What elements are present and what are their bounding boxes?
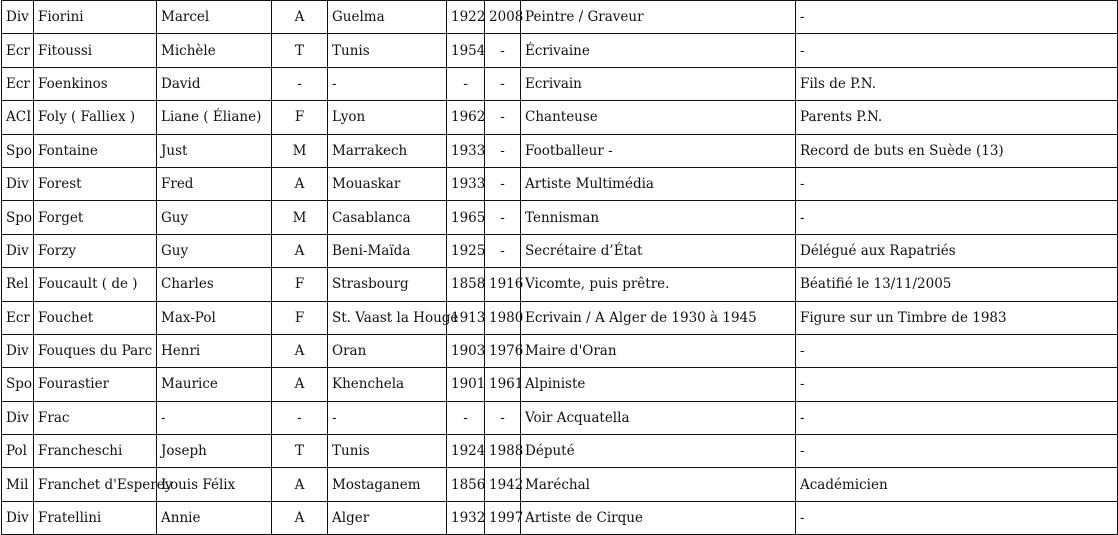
firstname-cell: David [157,67,272,100]
surname-cell: Forest [34,167,157,200]
birth-year-cell: 1858 [447,268,485,301]
note-cell: - [796,368,1118,401]
table-row [2,501,1118,534]
note-cell: - [796,201,1118,234]
surname-cell: Fratellini [34,501,157,534]
category-cell: Rel [2,268,34,301]
birthplace-cell: Lyon [328,101,447,134]
firstname-cell: Louis Félix [157,468,272,501]
category-cell: Div [2,401,34,434]
birthplace-cell: Khenchela [328,368,447,401]
birth-year-cell: 1965 [447,201,485,234]
firstname-cell: - [157,401,272,434]
surname-cell: Francheschi [34,435,157,468]
category-cell: Div [2,234,34,267]
table-row [2,134,1118,167]
firstname-cell: Just [157,134,272,167]
birth-year-cell: 1924 [447,435,485,468]
note-cell: Parents P.N. [796,101,1118,134]
birth-year-cell: 1925 [447,234,485,267]
occupation-cell: Maréchal [521,468,796,501]
occupation-cell: Ecrivain [521,67,796,100]
people-table [1,0,1118,535]
death-year-cell: 1916 [485,268,521,301]
death-year-cell: - [485,167,521,200]
occupation-cell: Footballeur - [521,134,796,167]
birth-year-cell: 1903 [447,334,485,367]
birth-year-cell: - [447,67,485,100]
occupation-cell: Chanteuse [521,101,796,134]
region-letter-cell: A [272,167,328,200]
birth-year-cell: 1933 [447,134,485,167]
occupation-cell: Député [521,435,796,468]
death-year-cell: 1997 [485,501,521,534]
region-letter-cell: T [272,34,328,67]
occupation-cell: Artiste de Cirque [521,501,796,534]
note-cell: Délégué aux Rapatriés [796,234,1118,267]
region-letter-cell: M [272,201,328,234]
table-row [2,334,1118,367]
note-cell: Record de buts en Suède (13) [796,134,1118,167]
death-year-cell: 2008 [485,1,521,34]
birthplace-cell: Alger [328,501,447,534]
category-cell: Div [2,501,34,534]
table-row [2,268,1118,301]
table-body [2,1,1118,535]
table-row [2,234,1118,267]
occupation-cell: Maire d'Oran [521,334,796,367]
death-year-cell: - [485,401,521,434]
birthplace-cell: - [328,67,447,100]
death-year-cell: 1942 [485,468,521,501]
note-cell: - [796,34,1118,67]
birthplace-cell: Beni-Maïda [328,234,447,267]
note-cell: - [796,334,1118,367]
birthplace-cell: - [328,401,447,434]
region-letter-cell: - [272,67,328,100]
category-cell: ACI [2,101,34,134]
surname-cell: Fitoussi [34,34,157,67]
table-row [2,401,1118,434]
surname-cell: Fourastier [34,368,157,401]
birthplace-cell: Guelma [328,1,447,34]
birthplace-cell: Casablanca [328,201,447,234]
category-cell: Div [2,1,34,34]
region-letter-cell: - [272,401,328,434]
surname-cell: Frac [34,401,157,434]
birthplace-cell: Tunis [328,435,447,468]
region-letter-cell: F [272,301,328,334]
birthplace-cell: Mostaganem [328,468,447,501]
death-year-cell: - [485,101,521,134]
death-year-cell: 1988 [485,435,521,468]
table-row [2,101,1118,134]
table-row [2,435,1118,468]
occupation-cell: Vicomte, puis prêtre. [521,268,796,301]
occupation-cell: Tennisman [521,201,796,234]
firstname-cell: Max-Pol [157,301,272,334]
region-letter-cell: A [272,334,328,367]
death-year-cell: - [485,234,521,267]
category-cell: Ecr [2,301,34,334]
note-cell: - [796,435,1118,468]
birth-year-cell: 1933 [447,167,485,200]
category-cell: Div [2,167,34,200]
birthplace-cell: Mouaskar [328,167,447,200]
region-letter-cell: A [272,1,328,34]
death-year-cell: - [485,67,521,100]
firstname-cell: Michèle [157,34,272,67]
occupation-cell: Voir Acquatella [521,401,796,434]
birth-year-cell: 1922 [447,1,485,34]
death-year-cell: - [485,201,521,234]
occupation-cell: Ecrivain / A Alger de 1930 à 1945 [521,301,796,334]
birthplace-cell: Tunis [328,34,447,67]
table-row [2,301,1118,334]
occupation-cell: Secrétaire d’État [521,234,796,267]
region-letter-cell: F [272,268,328,301]
occupation-cell: Écrivaine [521,34,796,67]
table-row [2,34,1118,67]
firstname-cell: Marcel [157,1,272,34]
firstname-cell: Liane ( Éliane) [157,101,272,134]
death-year-cell: 1980 [485,301,521,334]
note-cell: Académicien [796,468,1118,501]
note-cell: Béatifié le 13/11/2005 [796,268,1118,301]
category-cell: Spo [2,368,34,401]
surname-cell: Fiorini [34,1,157,34]
firstname-cell: Maurice [157,368,272,401]
death-year-cell: 1961 [485,368,521,401]
birth-year-cell: 1932 [447,501,485,534]
birth-year-cell: 1913 [447,301,485,334]
category-cell: Mil [2,468,34,501]
surname-cell: Foly ( Falliex ) [34,101,157,134]
birth-year-cell: 1901 [447,368,485,401]
table-row [2,368,1118,401]
firstname-cell: Charles [157,268,272,301]
region-letter-cell: F [272,101,328,134]
note-cell: - [796,1,1118,34]
table-row [2,67,1118,100]
birthplace-cell: St. Vaast la Houge [328,301,447,334]
firstname-cell: Guy [157,234,272,267]
birth-year-cell: - [447,401,485,434]
surname-cell: Forzy [34,234,157,267]
category-cell: Ecr [2,67,34,100]
note-cell: Figure sur un Timbre de 1983 [796,301,1118,334]
note-cell: - [796,167,1118,200]
birthplace-cell: Strasbourg [328,268,447,301]
death-year-cell: - [485,134,521,167]
category-cell: Div [2,334,34,367]
surname-cell: Fontaine [34,134,157,167]
table-row [2,167,1118,200]
occupation-cell: Artiste Multimédia [521,167,796,200]
surname-cell: Fouques du Parc [34,334,157,367]
category-cell: Spo [2,134,34,167]
category-cell: Ecr [2,34,34,67]
occupation-cell: Alpiniste [521,368,796,401]
region-letter-cell: T [272,435,328,468]
note-cell: Fils de P.N. [796,67,1118,100]
death-year-cell: 1976 [485,334,521,367]
category-cell: Spo [2,201,34,234]
note-cell: - [796,501,1118,534]
category-cell: Pol [2,435,34,468]
surname-cell: Forget [34,201,157,234]
death-year-cell: - [485,34,521,67]
firstname-cell: Annie [157,501,272,534]
table-row [2,468,1118,501]
surname-cell: Foenkinos [34,67,157,100]
firstname-cell: Joseph [157,435,272,468]
region-letter-cell: M [272,134,328,167]
surname-cell: Fouchet [34,301,157,334]
surname-cell: Franchet d'Esperey [34,468,157,501]
surname-cell: Foucault ( de ) [34,268,157,301]
table-row [2,201,1118,234]
region-letter-cell: A [272,501,328,534]
firstname-cell: Guy [157,201,272,234]
birthplace-cell: Oran [328,334,447,367]
region-letter-cell: A [272,234,328,267]
region-letter-cell: A [272,368,328,401]
note-cell: - [796,401,1118,434]
firstname-cell: Fred [157,167,272,200]
occupation-cell: Peintre / Graveur [521,1,796,34]
region-letter-cell: A [272,468,328,501]
table-row [2,1,1118,34]
firstname-cell: Henri [157,334,272,367]
birth-year-cell: 1962 [447,101,485,134]
birth-year-cell: 1954 [447,34,485,67]
birthplace-cell: Marrakech [328,134,447,167]
birth-year-cell: 1856 [447,468,485,501]
